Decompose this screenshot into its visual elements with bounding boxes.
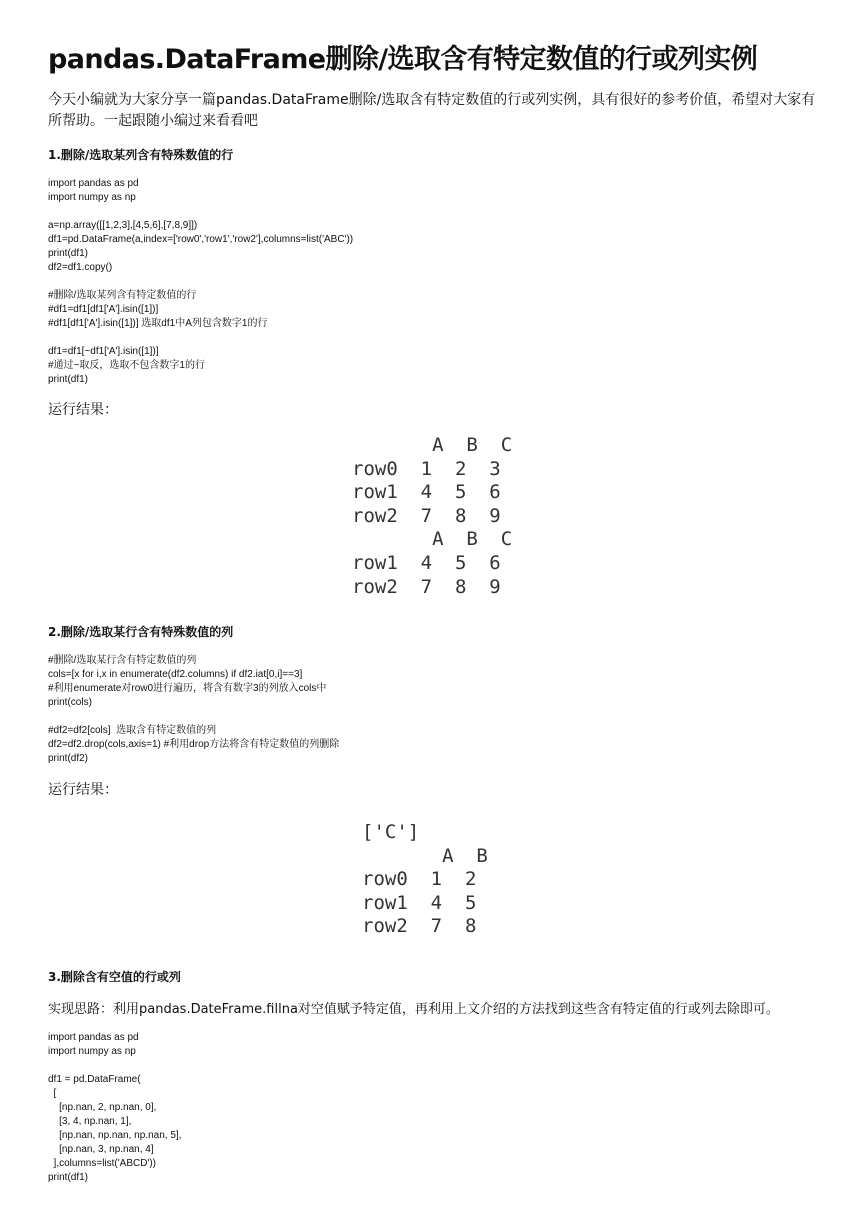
section-2-output-image: ['C'] A B row0 1 2 row1 4 5 row2 7 8 (362, 821, 488, 938)
page-title: pandas.DataFrame删除/选取含有特定数值的行或列实例 (48, 44, 758, 75)
intro-paragraph: 今天小编就为大家分享一篇pandas.DataFrame删除/选取含有特定数值的行或列实例，具有很好的参考价值，希望对大家有所帮助。一起跟随小编过来看看吧 (48, 92, 816, 129)
section-3-heading: 3.删除含有空值的行或列 (48, 970, 181, 984)
section-1-heading: 1.删除/选取某列含有特殊数值的行 (48, 148, 234, 162)
section-2-code-block: #删除/选取某行含有特定数值的列 cols=[x for i,x in enumerate(df2.columns) if df2.iat[0,i]==3] #利用enumerate对row0进行遍历，将含有数字3的列放入cols中 print(cols) #df2=df2[cols] 选取含有特定数值的列 df2=df2.drop(cols,axis=1) #利用drop方法将含有特定数值的列删除 print(df2) (48, 655, 340, 764)
section-1-code-block: import pandas as pd import numpy as np a=np.array([[1,2,3],[4,5,6],[7,8,9]]) df1=pd.DataFrame(a,index=['row0','row1','row2'],columns=list('ABC')) print(df1) df2=df1.copy() #删除/选取某列含有特定数值的行 #df1=df1[df1['A'].isin([1])] #df1[df1['A'].isin([1])] 选取df1中A列包含数字1的行 df1=df1[~df1['A'].isin([1])] #通过~取反，选取不包含数字1的行 print(df1) (48, 178, 354, 385)
section-2-heading: 2.删除/选取某行含有特殊数值的列 (48, 625, 234, 639)
section-2-result-label: 运行结果： (48, 782, 118, 798)
section-3-paragraph: 实现思路：利用pandas.DateFrame.fillna对空值赋予特定值，再利用上文介绍的方法找到这些含有特定值的行或列去除即可。 (48, 1002, 779, 1017)
section-1-result-label: 运行结果： (48, 402, 118, 418)
section-3-code-block: import pandas as pd import numpy as np df1 = pd.DataFrame( [ [np.nan, 2, np.nan, 0], [3, 4, np.nan, 1], [np.nan, np.nan, np.nan, 5], [np.nan, 3, np.nan, 4] ],columns=list('ABCD')) print(df1) (48, 1032, 182, 1183)
section-1-output-image: A B C row0 1 2 3 row1 4 5 6 row2 7 8 9 A B C row1 4 5 6 row2 7 8 9 (352, 434, 513, 598)
